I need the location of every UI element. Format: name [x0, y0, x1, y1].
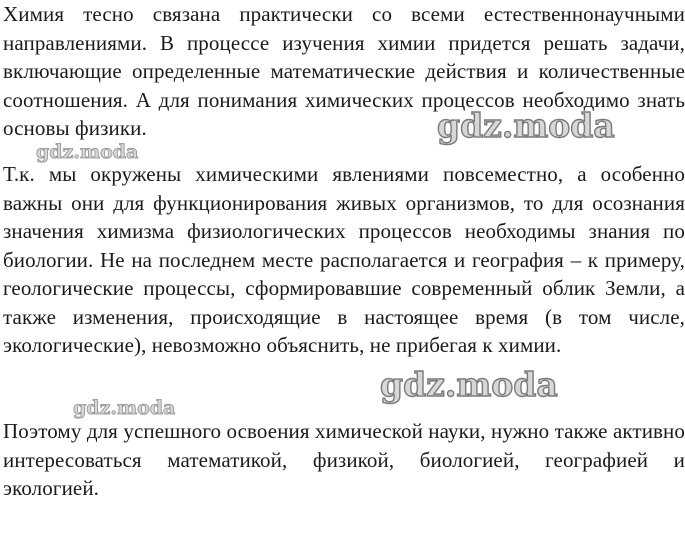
paragraph-chemistry-connections: Химия тесно связана практически со всеми естественнонаучными направлениями. В процессе изучения химии придется решать задачи, включающие определенные математические действия и количественные соотношения. А для понимания химических процессов необходимо знать основы физики.	[3, 2, 685, 140]
watermark-logo: gdz.moda	[380, 365, 558, 404]
paragraph-biology-geography: Т.к. мы окружены химическими явлениями повсеместно, а особенно важны они для функционирования живых организмов, то для осознания значения химизма физиологических процессов необходимы знания по биологии. Не на последнем месте располагается и география – к примеру, геологические процессы, сформировавшие современный облик Земли, а также изменения, происходящие в настоящее время (в том числе, экологические), невозможно объяснить, не прибегая к химии.	[3, 162, 685, 357]
watermark-logo: gdz.moda	[437, 106, 615, 145]
watermark-logo: gdz.moda	[73, 397, 176, 419]
watermark-logo: gdz.moda	[36, 141, 139, 163]
paragraph-conclusion: Поэтому для успешного освоения химической науки, нужно также активно интересоваться математикой, физикой, биологией, географией и экологией.	[3, 419, 685, 500]
